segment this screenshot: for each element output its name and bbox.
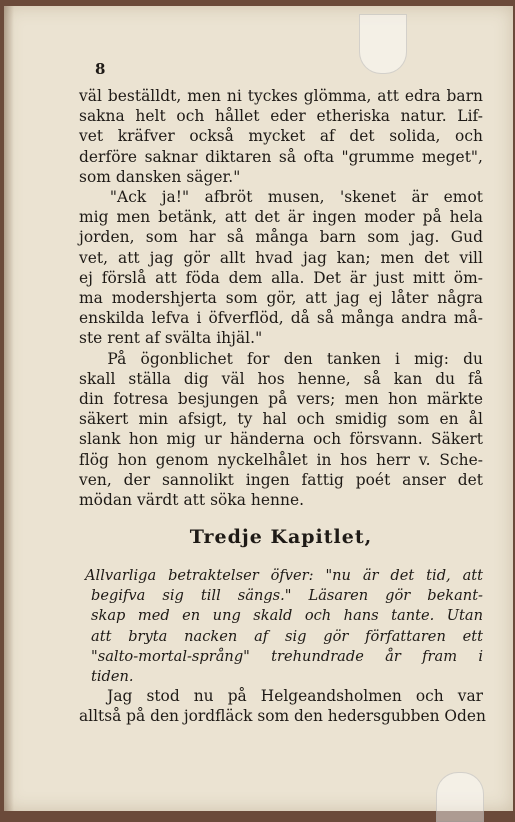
text-line: slank hon mig ur händerna och försvann. Säkert — [79, 430, 483, 449]
text-line: Jag stod nu på Helgeandsholmen och var — [79, 687, 483, 705]
page-spine-shadow — [4, 6, 14, 811]
text-line: mödan värdt att söka henne. — [79, 491, 305, 510]
text-line: sakna helt och hållet eder etheriska natur. Lif- — [79, 107, 483, 126]
text-line: "Ack ja!" afbröt musen, 'skenet är emot — [79, 188, 483, 207]
text-line: väl beställdt, men ni tyckes glömma, att edra barn — [79, 87, 483, 105]
text-line: enskilda lefva i öfverflöd, då så många andra må- — [79, 309, 483, 328]
summary-line: att bryta nacken af sig gör författaren ett — [91, 627, 483, 645]
text-line: På ögonblichet for den tanken i mig: du — [79, 349, 483, 368]
text-line: ste rent af svälta ihjäl." — [79, 329, 263, 348]
text-line: alltså på den jordfläck som den hedersgubben Oden — [79, 707, 486, 726]
page-clip-bottom — [436, 772, 484, 822]
text-line: ej förslå att föda dem alla. Det är just mitt öm- — [79, 268, 483, 287]
text-line: din fotresa besjungen på vers; men hon märkte — [79, 390, 483, 409]
text-line: vet kräfver också mycket af det solida, och — [79, 127, 483, 146]
page-clip-top — [359, 14, 407, 74]
text-line: vet, att jag gör allt hvad jag kan; men det vill — [79, 248, 483, 267]
text-line: ma modershjerta som gör, att jag ej låter några — [79, 289, 483, 308]
summary-line: Allvarliga betraktelser öfver: "nu är det tid, att — [85, 567, 483, 584]
page-number: 8 — [95, 60, 106, 78]
text-line: som dansken säger." — [79, 167, 241, 186]
text-line: ven, der sannolikt ingen fattig poét anser det — [79, 470, 483, 489]
closing-paragraph — [79, 686, 486, 726]
chapter-heading: Tredje Kapitlet, — [189, 526, 373, 548]
summary-line: begifva sig till sängs." Läsaren gör bekant- — [91, 587, 483, 605]
text-line: jorden, som har så många barn som jag. Gud — [79, 228, 483, 247]
summary-line: tiden. — [91, 668, 134, 686]
text-line: mig men betänk, att det är ingen moder på hela — [79, 208, 483, 227]
text-line: flög hon genom nyckelhålet in hos herr v. Sche- — [79, 450, 483, 469]
chapter-summary — [85, 566, 483, 687]
text-line: säkert min afsigt, ty hal och smidig som en ål — [79, 410, 483, 429]
text-line: derföre saknar diktaren så ofta "grumme meget", — [79, 147, 483, 166]
text-line: skall ställa dig väl hos henne, så kan du få — [79, 369, 483, 388]
main-paragraph — [79, 86, 483, 510]
summary-line: "salto-mortal-språng" trehundrade år fram i — [91, 647, 483, 665]
summary-line: skap med en ung skald och hans tante. Utan — [91, 607, 483, 625]
